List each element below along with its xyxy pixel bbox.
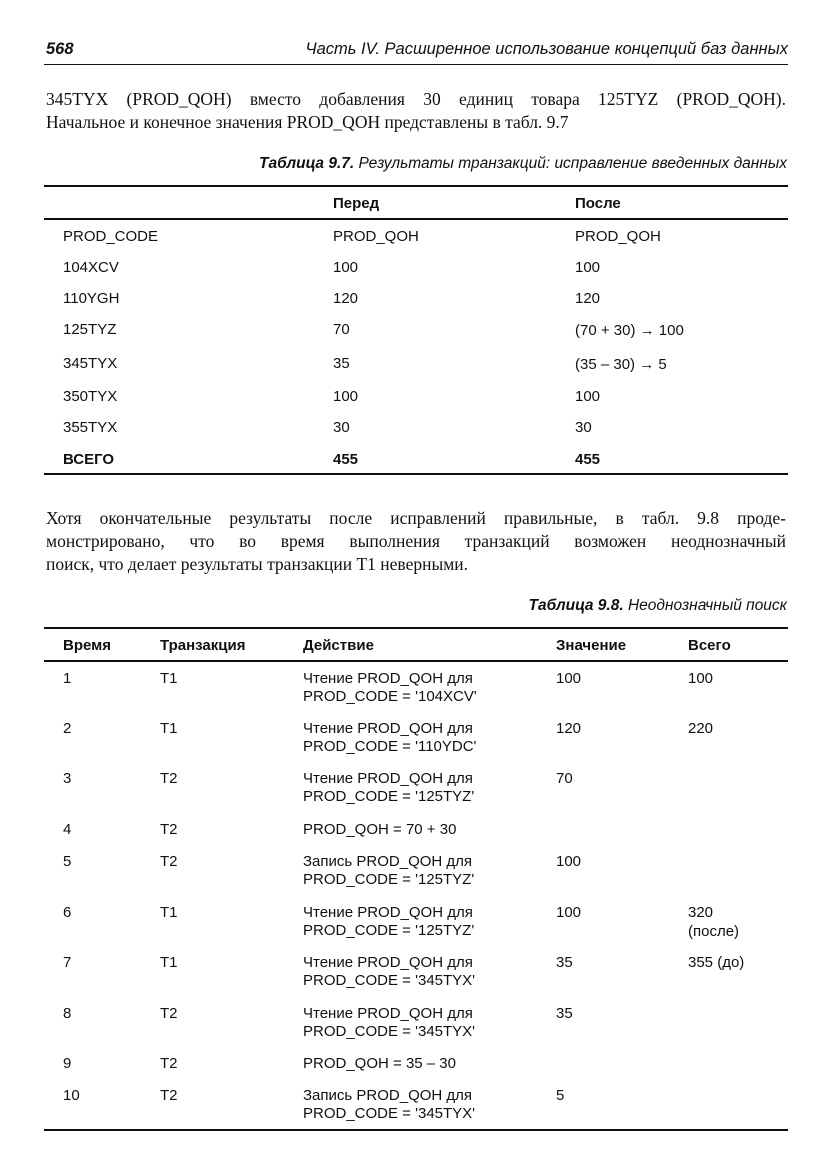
total-cell-line2: (после) xyxy=(688,923,740,940)
transaction-cell: T1 xyxy=(160,670,178,687)
middle-paragraph xyxy=(46,507,786,576)
action-cell: Чтение PROD_QOH для xyxy=(303,904,473,921)
action-cell: Запись PROD_QOH для xyxy=(303,1087,473,1104)
table-cell: 120 xyxy=(575,290,601,307)
transaction-cell: T2 xyxy=(160,1005,178,1022)
running-header xyxy=(44,38,788,65)
total-cell: 355 (до) xyxy=(688,954,745,971)
table-cell: 104XCV xyxy=(63,259,119,276)
action-cell-line2: PROD_CODE = '125TYZ' xyxy=(303,788,475,805)
transaction-cell: T2 xyxy=(160,1087,178,1104)
column-header: Действие xyxy=(303,637,374,654)
total-cell: 320 xyxy=(688,904,714,921)
action-cell: Чтение PROD_QOH для xyxy=(303,954,473,971)
table-top-rule xyxy=(44,185,788,187)
table-bottom-rule xyxy=(44,1129,788,1131)
time-cell: 6 xyxy=(63,904,72,921)
paragraph-line: Начальное и конечное значения PROD_QOH представлены в табл. 9.7 xyxy=(46,112,569,132)
table-cell: 30 xyxy=(575,419,592,436)
transaction-cell: T2 xyxy=(160,821,178,838)
table-9-7-caption xyxy=(259,155,787,173)
transaction-cell: T1 xyxy=(160,720,178,737)
column-header: Перед xyxy=(333,195,380,212)
total-cell: 220 xyxy=(688,720,714,737)
total-value: 455 xyxy=(333,451,359,468)
paragraph-line: монстрировано, что во время выполнения транзакций возможен неоднозначный xyxy=(46,531,786,551)
transaction-cell: T2 xyxy=(160,853,178,870)
time-cell: 7 xyxy=(63,954,72,971)
table-cell: PROD_QOH xyxy=(575,228,661,245)
table-9-8-caption xyxy=(528,597,787,615)
column-header: Значение xyxy=(556,637,627,654)
value-cell: 70 xyxy=(556,770,573,787)
action-cell-line2: PROD_CODE = '345TYX' xyxy=(303,972,476,989)
action-cell: Чтение PROD_QOH для xyxy=(303,670,473,687)
value-cell: 100 xyxy=(556,904,582,921)
value-cell: 5 xyxy=(556,1087,565,1104)
action-cell: Запись PROD_QOH для xyxy=(303,853,473,870)
table-cell: 70 xyxy=(333,321,350,338)
time-cell: 9 xyxy=(63,1055,72,1072)
table-cell: 30 xyxy=(333,419,350,436)
total-value: 455 xyxy=(575,451,601,468)
value-cell: 120 xyxy=(556,720,582,737)
table-cell: 125TYZ xyxy=(63,321,117,338)
table-bottom-rule xyxy=(44,473,788,475)
transaction-cell: T2 xyxy=(160,770,178,787)
time-cell: 1 xyxy=(63,670,72,687)
paragraph-line: поиск, что делает результаты транзакции T1 неверными. xyxy=(46,554,469,574)
table-cell: PROD_CODE xyxy=(63,228,159,245)
column-header: Время xyxy=(63,637,111,654)
action-cell: Чтение PROD_QOH для xyxy=(303,1005,473,1022)
value-cell: 100 xyxy=(556,670,582,687)
action-cell-line2: PROD_CODE = '104XCV' xyxy=(303,688,477,705)
caption-label: Таблица 9.7. xyxy=(259,155,355,172)
table-cell: (70 + 30) → 100 xyxy=(575,322,684,339)
table-cell: 100 xyxy=(333,388,359,405)
paragraph-line: 345TYX (PROD_QOH) вместо добавления 30 единиц товара 125TYZ (PROD_QOH). xyxy=(46,89,786,109)
table-cell: (35 – 30) → 5 xyxy=(575,356,667,373)
action-cell-line2: PROD_CODE = '125TYZ' xyxy=(303,871,475,888)
total-cell: 100 xyxy=(688,670,714,687)
action-cell-line2: PROD_CODE = '345TYX' xyxy=(303,1105,476,1122)
running-title: Часть IV. Расширенное использование концепций баз данных xyxy=(305,40,788,58)
header-rule xyxy=(44,218,788,220)
table-cell: PROD_QOH xyxy=(333,228,419,245)
table-cell: 110YGH xyxy=(63,290,120,307)
action-cell: PROD_QOH = 70 + 30 xyxy=(303,821,457,838)
action-cell: Чтение PROD_QOH для xyxy=(303,770,473,787)
page-number: 568 xyxy=(46,40,74,58)
column-header: Транзакция xyxy=(160,637,246,654)
table-cell: 100 xyxy=(575,388,601,405)
transaction-cell: T2 xyxy=(160,1055,178,1072)
time-cell: 2 xyxy=(63,720,72,737)
value-cell: 35 xyxy=(556,1005,573,1022)
transaction-cell: T1 xyxy=(160,954,178,971)
caption-text: Результаты транзакций: исправление введенных данных xyxy=(354,155,787,172)
time-cell: 3 xyxy=(63,770,72,787)
time-cell: 10 xyxy=(63,1087,80,1104)
action-cell-line2: PROD_CODE = '125TYZ' xyxy=(303,922,475,939)
header-rule xyxy=(44,660,788,662)
value-cell: 35 xyxy=(556,954,573,971)
table-top-rule xyxy=(44,627,788,629)
caption-text: Неоднозначный поиск xyxy=(623,597,787,614)
column-header: Всего xyxy=(688,637,731,654)
value-cell: 100 xyxy=(556,853,582,870)
time-cell: 8 xyxy=(63,1005,72,1022)
column-header: После xyxy=(575,195,621,212)
table-cell: 120 xyxy=(333,290,359,307)
time-cell: 4 xyxy=(63,821,72,838)
total-label: ВСЕГО xyxy=(63,451,115,468)
caption-label: Таблица 9.8. xyxy=(528,597,624,614)
table-cell: 355TYX xyxy=(63,419,118,436)
intro-paragraph xyxy=(46,88,786,134)
table-cell: 35 xyxy=(333,355,350,372)
table-cell: 350TYX xyxy=(63,388,118,405)
table-cell: 345TYX xyxy=(63,355,118,372)
paragraph-line: Хотя окончательные результаты после исправлений правильные, в табл. 9.8 проде- xyxy=(46,508,786,528)
transaction-cell: T1 xyxy=(160,904,178,921)
table-cell: 100 xyxy=(333,259,359,276)
action-cell-line2: PROD_CODE = '110YDC' xyxy=(303,738,477,755)
action-cell: PROD_QOH = 35 – 30 xyxy=(303,1055,456,1072)
time-cell: 5 xyxy=(63,853,72,870)
table-cell: 100 xyxy=(575,259,601,276)
action-cell-line2: PROD_CODE = '345TYX' xyxy=(303,1023,476,1040)
action-cell: Чтение PROD_QOH для xyxy=(303,720,473,737)
